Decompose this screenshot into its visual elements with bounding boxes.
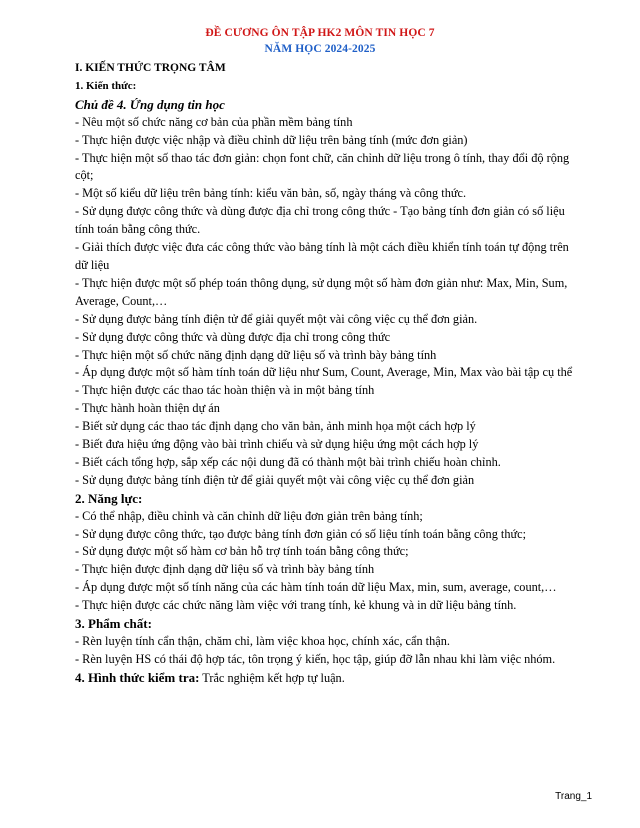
topic-heading: Chủ đề 4. Ứng dụng tin học xyxy=(75,96,225,112)
list-item: - Thực hành hoàn thiện dự án xyxy=(75,401,220,416)
section-heading: 3. Phẩm chất: xyxy=(75,616,152,632)
list-item: - Thực hiện được các thao tác hoàn thiện và in một bảng tính xyxy=(75,383,375,398)
list-item: - Sử dụng được một số hàm cơ bản hỗ trợ tính toán bằng công thức; xyxy=(75,544,409,559)
section-heading: 4. Hình thức kiểm tra: xyxy=(75,669,200,685)
list-item: - Áp dụng được một số tính năng của các hàm tính toán dữ liệu Max, min, sum, average, count,… xyxy=(75,580,557,595)
list-item: - Thực hiện một số thao tác đơn giản: chọn font chữ, căn chỉnh dữ liệu trong ô tính, thay đổi độ rộng cột; xyxy=(75,150,570,183)
list-item: - Biết đưa hiệu ứng động vào bài trình chiếu và sử dụng hiệu ứng một cách hợp lý xyxy=(75,437,479,452)
list-item: - Một số kiểu dữ liệu trên bảng tính: kiểu văn bản, số, ngày tháng và công thức. xyxy=(75,186,467,201)
exam-format-text: Trắc nghiệm kết hợp tự luận. xyxy=(199,670,345,685)
list-item: - Biết cách tổng hợp, sắp xếp các nội dung đã có thành một bài trình chiếu hoàn chỉnh. xyxy=(75,454,501,469)
list-item: - Sử dụng được công thức và dùng được địa chỉ trong công thức xyxy=(75,329,391,344)
list-item: - Thực hiện được các chức năng làm việc với trang tính, kẻ khung và in dữ liệu bảng tính. xyxy=(75,598,517,613)
section-heading: 2. Năng lực: xyxy=(75,490,143,506)
list-item: - Rèn luyện tính cẩn thận, chăm chỉ, làm việc khoa học, chính xác, cẩn thận. xyxy=(75,634,450,648)
document-title: ĐỀ CƯƠNG ÔN TẬP HK2 MÔN TIN HỌC 7 xyxy=(205,27,435,39)
list-item: - Biết sử dụng các thao tác định dạng cho văn bản, ảnh minh họa một cách hợp lý xyxy=(75,419,476,434)
list-item: - Thực hiện được một số phép toán thông dụng, sử dụng một số hàm đơn giản như: Max, Min, Sum, xyxy=(75,275,568,290)
list-item: - Sử dụng được công thức, tạo được bảng tính đơn giản có số liệu tính toán bằng công thức; xyxy=(75,526,527,541)
list-item: - Có thể nhập, điều chỉnh và căn chỉnh dữ liệu đơn giản trên bảng tính; xyxy=(75,508,423,523)
list-item: - Sử dụng được bảng tính điện tử để giải quyết một vài công việc cụ thể đơn giản. xyxy=(75,311,478,326)
subsection-heading: 1. Kiến thức: xyxy=(75,79,137,92)
list-item: Average, Count,… xyxy=(75,293,168,308)
list-item: - Thực hiện một số chức năng định dạng dữ liệu số và trình bày bảng tính xyxy=(75,347,437,362)
exam-format xyxy=(75,669,580,688)
list-item: - Sử dụng được bảng tính điện tử để giải quyết một vài công việc cụ thể đơn giản xyxy=(75,472,475,487)
section-heading: I. KIẾN THỨC TRỌNG TÂM xyxy=(75,62,226,74)
list-item: - Nêu một số chức năng cơ bản của phần mềm bảng tính xyxy=(75,114,353,129)
page-number: Trang_1 xyxy=(555,791,592,802)
document-body xyxy=(75,60,580,688)
document-subtitle: NĂM HỌC 2024-2025 xyxy=(264,43,376,55)
list-item: - Giải thích được việc đưa các công thức vào bảng tính là một cách điều khiển tính toán tự động trên dữ liệu xyxy=(75,240,569,272)
list-item: - Thực hiện được định dạng dữ liệu số và trình bày bảng tính xyxy=(75,562,375,577)
list-item: - Rèn luyện HS có thái độ hợp tác, tôn trọng ý kiến, học tập, giúp đỡ lẫn nhau khi làm việc nhóm. xyxy=(75,651,556,666)
list-item: - Áp dụng được một số hàm tính toán dữ liệu như Sum, Count, Average, Min, Max vào bài tập cụ thể xyxy=(75,365,573,380)
list-item: - Thực hiện được việc nhập và điều chỉnh dữ liệu trên bảng tính (mức đơn giản) xyxy=(75,132,468,147)
list-item: - Sử dụng được công thức và dùng được địa chỉ trong công thức - Tạo bảng tính đơn giản có số liệu tính toán bằng công thức. xyxy=(75,204,565,237)
